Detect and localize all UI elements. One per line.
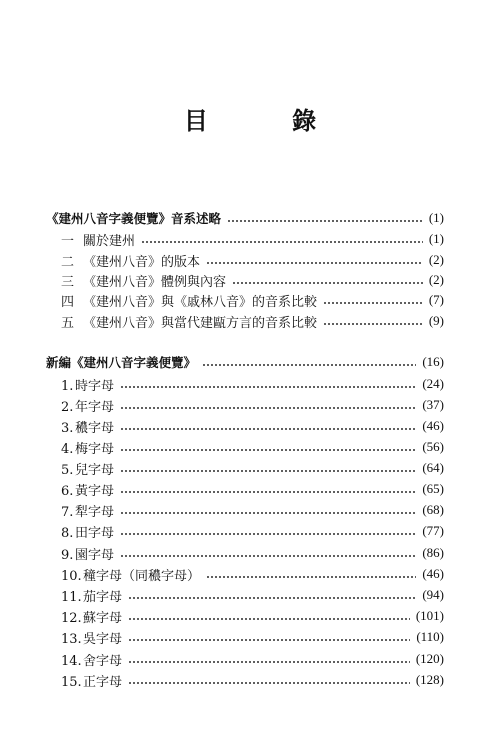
toc-item-label: 犁字母 <box>75 504 115 520</box>
toc-item[interactable] <box>61 670 444 690</box>
toc-item-label: 關於建州 <box>83 233 136 249</box>
toc-item[interactable] <box>61 270 444 290</box>
dot-leader <box>128 627 410 647</box>
toc-page-number: (9) <box>428 313 444 328</box>
dot-leader <box>323 290 423 310</box>
toc-item-label: 《建州八音》與《戚林八音》的音系比較 <box>83 294 318 310</box>
toc-page-number: (65) <box>422 481 444 496</box>
toc-heading-label: 《建州八音字義便覽》音系述略 <box>46 211 222 226</box>
toc-item-label: 梅字母 <box>75 441 115 457</box>
toc-item-label: 《建州八音》與當代建甌方言的音系比較 <box>83 315 318 331</box>
toc-item-label: 年字母 <box>75 399 115 415</box>
toc-item[interactable] <box>61 395 444 415</box>
dot-leader <box>128 585 416 605</box>
toc-page-number: (86) <box>422 545 444 560</box>
toc-item-number: 7. <box>61 504 74 520</box>
toc-item[interactable] <box>61 500 444 520</box>
toc-item[interactable] <box>61 250 444 270</box>
toc-item[interactable] <box>61 479 444 499</box>
dot-leader <box>206 564 416 584</box>
toc-item-number: 一 <box>61 233 75 249</box>
toc-page-number: (7) <box>428 292 444 307</box>
toc-page-number: (56) <box>422 439 444 454</box>
page-title: 目 錄 <box>183 107 355 135</box>
dot-leader <box>232 270 423 290</box>
toc-page-number: (94) <box>422 587 444 602</box>
toc-page-number: (46) <box>422 566 444 581</box>
toc-item-number: 9. <box>61 547 74 563</box>
toc-page-number: (110) <box>416 629 444 644</box>
toc-item[interactable] <box>61 543 444 563</box>
toc-item[interactable] <box>61 374 444 394</box>
toc-page-number: (1) <box>428 231 444 246</box>
toc-page-number: (77) <box>422 523 444 538</box>
dot-leader <box>323 311 423 331</box>
toc-item-number: 3. <box>61 420 74 436</box>
dot-leader <box>120 458 416 478</box>
toc-page-number: (101) <box>415 608 444 623</box>
toc-item-label: 時字母 <box>75 378 115 394</box>
toc-page-number: (16) <box>422 354 444 369</box>
toc-item[interactable] <box>61 437 444 457</box>
toc-page-number: (37) <box>422 397 444 412</box>
toc-item[interactable] <box>61 458 444 478</box>
toc-item-label: 園字母 <box>75 547 115 563</box>
toc-page-number: (24) <box>422 376 444 391</box>
toc-item-label: 《建州八音》體例與內容 <box>83 274 227 290</box>
toc-page-number: (68) <box>422 502 444 517</box>
dot-leader <box>120 395 416 415</box>
toc-item-number: 二 <box>61 254 75 270</box>
toc-page-number: (64) <box>422 460 444 475</box>
toc-heading-section-2[interactable] <box>46 352 444 372</box>
toc-item-label: 蘇字母 <box>83 610 123 626</box>
toc-item[interactable] <box>61 521 444 541</box>
toc-item[interactable] <box>61 649 444 669</box>
toc-item-number: 10. <box>61 568 82 584</box>
toc-item[interactable] <box>61 311 444 331</box>
dot-leader <box>120 374 416 394</box>
toc-item[interactable] <box>61 627 444 647</box>
toc-item-number: 8. <box>61 525 74 541</box>
toc-item-number: 12. <box>61 610 82 626</box>
toc-page-number: (1) <box>428 210 444 225</box>
toc-page-number: (120) <box>415 651 444 666</box>
toc-item-label: 兒字母 <box>75 462 115 478</box>
toc-item[interactable] <box>61 564 444 584</box>
toc-item[interactable] <box>61 290 444 310</box>
toc-item-number: 三 <box>61 274 75 290</box>
toc-item-number: 1. <box>61 378 74 394</box>
dot-leader <box>128 606 410 626</box>
dot-leader <box>120 500 416 520</box>
toc-item-label: 茄字母 <box>83 589 123 605</box>
toc-item[interactable] <box>61 416 444 436</box>
toc-page-number: (2) <box>428 252 444 267</box>
toc-item-number: 四 <box>61 294 75 310</box>
dot-leader <box>120 437 416 457</box>
toc-item-number: 2. <box>61 399 74 415</box>
toc-item-label: 田字母 <box>75 525 115 541</box>
dot-leader <box>120 543 416 563</box>
toc-page-number: (2) <box>428 272 444 287</box>
dot-leader <box>120 521 416 541</box>
toc-page-number: (128) <box>415 672 444 687</box>
toc-item-label: 正字母 <box>83 674 123 690</box>
dot-leader <box>141 229 423 249</box>
dot-leader <box>227 208 423 228</box>
toc-item[interactable] <box>61 606 444 626</box>
dot-leader <box>128 670 410 690</box>
dot-leader <box>120 479 416 499</box>
toc-item-number: 4. <box>61 441 74 457</box>
toc-item-number: 五 <box>61 315 75 331</box>
dot-leader <box>120 416 416 436</box>
toc-item-label: 《建州八音》的版本 <box>83 254 201 270</box>
toc-item-label: 黃字母 <box>75 483 115 499</box>
toc-item-number: 6. <box>61 483 74 499</box>
toc-item-number: 5. <box>61 462 74 478</box>
toc-item-label: 吳字母 <box>83 631 123 647</box>
toc-item-number: 14. <box>61 653 82 669</box>
toc-item[interactable] <box>61 585 444 605</box>
toc-heading-section-1[interactable] <box>46 208 444 228</box>
dot-leader <box>128 649 410 669</box>
toc-item-number: 15. <box>61 674 82 690</box>
dot-leader <box>202 352 416 372</box>
toc-heading-label: 新編《建州八音字義便覽》 <box>46 355 197 370</box>
toc-item-number: 11. <box>61 589 82 605</box>
toc-item-label: 穜字母（同穠字母） <box>83 568 201 584</box>
toc-item-label: 穠字母 <box>75 420 115 436</box>
dot-leader <box>206 250 423 270</box>
toc-item-label: 舍字母 <box>83 653 123 669</box>
toc-page-number: (46) <box>422 418 444 433</box>
toc-item-number: 13. <box>61 631 82 647</box>
toc-item[interactable] <box>61 229 444 249</box>
